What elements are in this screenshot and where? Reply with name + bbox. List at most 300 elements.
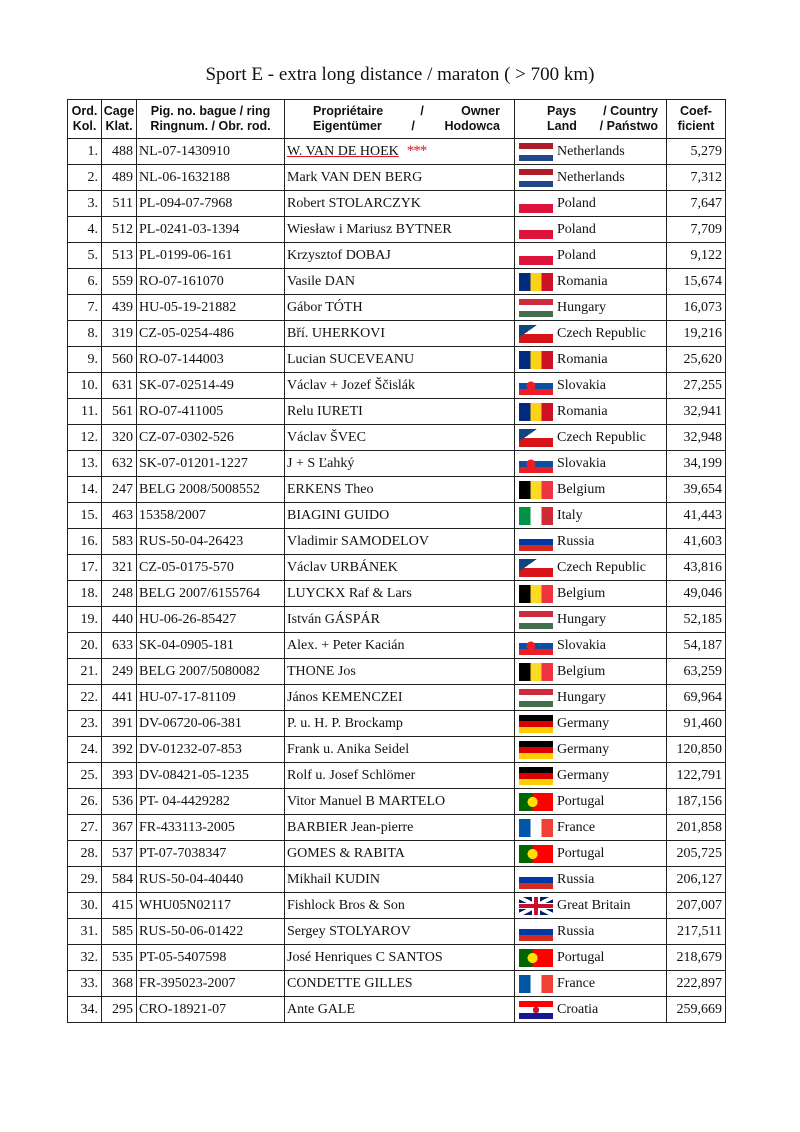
ord-cell: 21. — [68, 659, 102, 685]
owner-cell — [285, 581, 515, 607]
cage-cell: 321 — [102, 555, 137, 581]
coefficient-cell: 34,199 — [667, 451, 726, 477]
cage-cell: 320 — [102, 425, 137, 451]
country-cell — [515, 529, 667, 555]
country-cell — [515, 971, 667, 997]
table-row — [68, 945, 726, 971]
coefficient-cell: 218,679 — [667, 945, 726, 971]
ord-cell: 24. — [68, 737, 102, 763]
portugal-flag-icon — [519, 949, 553, 967]
owner-cell — [285, 503, 515, 529]
owner-name: W. VAN DE HOEK — [287, 144, 399, 159]
header-cage: Cage Klat. — [102, 100, 137, 139]
table-row — [68, 373, 726, 399]
owner-name: Lucian SUCEVEANU — [287, 351, 415, 367]
table-row — [68, 165, 726, 191]
country-cell — [515, 425, 667, 451]
coefficient-cell: 207,007 — [667, 893, 726, 919]
country-name: Romania — [557, 403, 608, 419]
owner-name: Václav + Jozef Ščislák — [287, 377, 416, 393]
country-name: Portugal — [557, 949, 605, 965]
coefficient-cell: 54,187 — [667, 633, 726, 659]
slovakia-flag-icon — [519, 637, 553, 655]
coefficient-cell: 120,850 — [667, 737, 726, 763]
ord-cell: 5. — [68, 243, 102, 269]
country-cell — [515, 373, 667, 399]
ring-cell: RO-07-411005 — [137, 399, 285, 425]
owner-name: Wiesław i Mariusz BYTNER — [287, 221, 452, 237]
owner-name: GOMES & RABITA — [287, 845, 405, 861]
table-row — [68, 269, 726, 295]
cage-cell: 368 — [102, 971, 137, 997]
czech-flag-icon — [519, 325, 553, 343]
owner-cell — [285, 945, 515, 971]
czech-flag-icon — [519, 429, 553, 447]
owner-cell — [285, 399, 515, 425]
owner-cell — [285, 763, 515, 789]
coefficient-cell: 32,948 — [667, 425, 726, 451]
ring-cell: HU-05-19-21882 — [137, 295, 285, 321]
owner-name: Vitor Manuel B MARTELO — [287, 793, 446, 809]
handwritten-asterisks: *** — [406, 143, 427, 159]
owner-cell — [285, 971, 515, 997]
country-cell — [515, 945, 667, 971]
ord-cell: 18. — [68, 581, 102, 607]
country-name: Czech Republic — [557, 559, 647, 575]
ring-cell: PL-0199-06-161 — [137, 243, 285, 269]
country-name: France — [557, 975, 596, 991]
ring-cell: RUS-50-06-01422 — [137, 919, 285, 945]
header-ring: Pig. no. bague / ring Ringnum. / Obr. rod. — [137, 100, 285, 139]
country-name: Portugal — [557, 793, 605, 809]
table-row — [68, 139, 726, 165]
owner-name: THONE Jos — [287, 663, 356, 679]
owner-cell — [285, 451, 515, 477]
ring-cell: RO-07-144003 — [137, 347, 285, 373]
country-cell — [515, 269, 667, 295]
cage-cell: 560 — [102, 347, 137, 373]
country-name: Belgium — [557, 663, 606, 679]
country-name: Czech Republic — [557, 325, 647, 341]
owner-cell — [285, 867, 515, 893]
coefficient-cell: 25,620 — [667, 347, 726, 373]
netherlands-flag-icon — [519, 169, 553, 187]
cage-cell: 489 — [102, 165, 137, 191]
table-row — [68, 295, 726, 321]
owner-name: Sergey STOLYAROV — [287, 923, 411, 939]
ord-cell: 23. — [68, 711, 102, 737]
ord-cell: 11. — [68, 399, 102, 425]
ord-cell: 17. — [68, 555, 102, 581]
cage-cell: 463 — [102, 503, 137, 529]
country-name: Germany — [557, 741, 610, 757]
cage-cell: 248 — [102, 581, 137, 607]
owner-name: J + S Ľahký — [287, 455, 355, 471]
romania-flag-icon — [519, 273, 553, 291]
country-cell — [515, 139, 667, 165]
country-cell — [515, 555, 667, 581]
country-cell — [515, 867, 667, 893]
germany-flag-icon — [519, 741, 553, 759]
ord-cell: 29. — [68, 867, 102, 893]
country-name: Romania — [557, 273, 608, 289]
owner-name: Vasile DAN — [287, 273, 356, 289]
results-table — [67, 99, 726, 1023]
cage-cell: 393 — [102, 763, 137, 789]
france-flag-icon — [519, 819, 553, 837]
netherlands-flag-icon — [519, 143, 553, 161]
owner-cell — [285, 997, 515, 1023]
owner-name: Václav URBÁNEK — [287, 559, 398, 575]
russia-flag-icon — [519, 533, 553, 551]
country-cell — [515, 243, 667, 269]
ord-cell: 34. — [68, 997, 102, 1023]
coefficient-cell: 52,185 — [667, 607, 726, 633]
cage-cell: 585 — [102, 919, 137, 945]
ord-cell: 26. — [68, 789, 102, 815]
cage-cell: 295 — [102, 997, 137, 1023]
coefficient-cell: 9,122 — [667, 243, 726, 269]
ring-cell: NL-07-1430910 — [137, 139, 285, 165]
owner-cell — [285, 919, 515, 945]
ring-cell: HU-06-26-85427 — [137, 607, 285, 633]
ring-cell: FR-395023-2007 — [137, 971, 285, 997]
portugal-flag-icon — [519, 845, 553, 863]
country-name: Poland — [557, 221, 596, 237]
ord-cell: 4. — [68, 217, 102, 243]
cage-cell: 584 — [102, 867, 137, 893]
hungary-flag-icon — [519, 611, 553, 629]
table-row — [68, 659, 726, 685]
table-row — [68, 737, 726, 763]
poland-flag-icon — [519, 195, 553, 213]
coefficient-cell: 39,654 — [667, 477, 726, 503]
cage-cell: 488 — [102, 139, 137, 165]
ord-cell: 32. — [68, 945, 102, 971]
country-cell — [515, 789, 667, 815]
coefficient-cell: 32,941 — [667, 399, 726, 425]
country-name: Russia — [557, 533, 595, 549]
table-row — [68, 217, 726, 243]
owner-cell — [285, 217, 515, 243]
ring-cell: PT-05-5407598 — [137, 945, 285, 971]
cage-cell: 367 — [102, 815, 137, 841]
coefficient-cell: 19,216 — [667, 321, 726, 347]
france-flag-icon — [519, 975, 553, 993]
country-name: Belgium — [557, 585, 606, 601]
owner-cell — [285, 841, 515, 867]
owner-cell — [285, 633, 515, 659]
country-name: Hungary — [557, 299, 606, 315]
ring-cell: RO-07-161070 — [137, 269, 285, 295]
table-row — [68, 555, 726, 581]
ring-cell: HU-07-17-81109 — [137, 685, 285, 711]
cage-cell: 631 — [102, 373, 137, 399]
country-cell — [515, 477, 667, 503]
country-name: Poland — [557, 247, 596, 263]
owner-name: Václav ŠVEC — [287, 429, 366, 445]
country-cell — [515, 685, 667, 711]
owner-name: János KEMENCZEI — [287, 689, 403, 705]
owner-cell — [285, 607, 515, 633]
table-row — [68, 971, 726, 997]
ring-cell: SK-07-01201-1227 — [137, 451, 285, 477]
country-cell — [515, 815, 667, 841]
country-name: Russia — [557, 871, 595, 887]
country-name: France — [557, 819, 596, 835]
ord-cell: 1. — [68, 139, 102, 165]
owner-name: Mark VAN DEN BERG — [287, 169, 423, 185]
country-cell — [515, 893, 667, 919]
ring-cell: PL-094-07-7968 — [137, 191, 285, 217]
table-row — [68, 243, 726, 269]
ring-cell: BELG 2007/5080082 — [137, 659, 285, 685]
ord-cell: 15. — [68, 503, 102, 529]
country-cell — [515, 321, 667, 347]
country-cell — [515, 165, 667, 191]
ring-cell: PT-07-7038347 — [137, 841, 285, 867]
owner-name: Rolf u. Josef Schlömer — [287, 767, 416, 783]
country-name: Netherlands — [557, 143, 625, 159]
country-name: Germany — [557, 767, 610, 783]
owner-cell — [285, 321, 515, 347]
table-row — [68, 789, 726, 815]
country-cell — [515, 607, 667, 633]
page-title: Sport E - extra long distance / maraton ( > 700 km) — [205, 64, 595, 85]
owner-cell — [285, 243, 515, 269]
hungary-flag-icon — [519, 689, 553, 707]
owner-cell — [285, 295, 515, 321]
cage-cell: 632 — [102, 451, 137, 477]
cage-cell: 513 — [102, 243, 137, 269]
slovakia-flag-icon — [519, 377, 553, 395]
ring-cell: SK-07-02514-49 — [137, 373, 285, 399]
cage-cell: 441 — [102, 685, 137, 711]
cage-cell: 247 — [102, 477, 137, 503]
ring-cell: SK-04-0905-181 — [137, 633, 285, 659]
country-cell — [515, 295, 667, 321]
country-name: Germany — [557, 715, 610, 731]
owner-cell — [285, 347, 515, 373]
ord-cell: 13. — [68, 451, 102, 477]
ring-cell: BELG 2008/5008552 — [137, 477, 285, 503]
table-row — [68, 529, 726, 555]
czech-flag-icon — [519, 559, 553, 577]
country-name: Hungary — [557, 611, 606, 627]
coefficient-cell: 187,156 — [667, 789, 726, 815]
country-cell — [515, 997, 667, 1023]
coefficient-cell: 217,511 — [667, 919, 726, 945]
germany-flag-icon — [519, 767, 553, 785]
ord-cell: 10. — [68, 373, 102, 399]
owner-cell — [285, 555, 515, 581]
ord-cell: 28. — [68, 841, 102, 867]
ring-cell: CZ-05-0254-486 — [137, 321, 285, 347]
great-britain-flag-icon — [519, 897, 553, 915]
owner-name: ERKENS Theo — [287, 481, 374, 497]
ord-cell: 22. — [68, 685, 102, 711]
country-cell — [515, 919, 667, 945]
ring-cell: CZ-05-0175-570 — [137, 555, 285, 581]
table-row — [68, 399, 726, 425]
country-name: Russia — [557, 923, 595, 939]
ring-cell: RUS-50-04-40440 — [137, 867, 285, 893]
owner-name: BARBIER Jean-pierre — [287, 819, 414, 835]
table-row — [68, 893, 726, 919]
country-name: Portugal — [557, 845, 605, 861]
header-coefficient: Coef- ficient — [667, 100, 726, 139]
owner-name: BIAGINI GUIDO — [287, 507, 390, 523]
italy-flag-icon — [519, 507, 553, 525]
ord-cell: 30. — [68, 893, 102, 919]
owner-name: Mikhail KUDIN — [287, 871, 380, 887]
country-cell — [515, 503, 667, 529]
header-row — [68, 100, 726, 139]
table-row — [68, 451, 726, 477]
country-name: Poland — [557, 195, 596, 211]
ord-cell: 25. — [68, 763, 102, 789]
table-row — [68, 581, 726, 607]
cage-cell: 511 — [102, 191, 137, 217]
owner-cell — [285, 165, 515, 191]
ring-cell: PL-0241-03-1394 — [137, 217, 285, 243]
country-name: Slovakia — [557, 637, 606, 653]
owner-cell — [285, 815, 515, 841]
header-ord: Ord. Kol. — [68, 100, 102, 139]
table-row — [68, 711, 726, 737]
coefficient-cell: 63,259 — [667, 659, 726, 685]
ring-cell: CRO-18921-07 — [137, 997, 285, 1023]
owner-name: José Henriques C SANTOS — [287, 949, 443, 965]
country-name: Croatia — [557, 1001, 599, 1017]
cage-cell: 439 — [102, 295, 137, 321]
coefficient-cell: 205,725 — [667, 841, 726, 867]
belgium-flag-icon — [519, 481, 553, 499]
romania-flag-icon — [519, 403, 553, 421]
coefficient-cell: 201,858 — [667, 815, 726, 841]
table-row — [68, 815, 726, 841]
cage-cell: 440 — [102, 607, 137, 633]
ring-cell: 15358/2007 — [137, 503, 285, 529]
ord-cell: 7. — [68, 295, 102, 321]
owner-cell — [285, 139, 515, 165]
owner-name: Frank u. Anika Seidel — [287, 741, 410, 757]
table-row — [68, 633, 726, 659]
owner-cell — [285, 191, 515, 217]
table-body — [68, 139, 726, 1023]
owner-name: CONDETTE GILLES — [287, 975, 413, 991]
slovakia-flag-icon — [519, 455, 553, 473]
country-cell — [515, 347, 667, 373]
germany-flag-icon — [519, 715, 553, 733]
owner-name: P. u. H. P. Brockamp — [287, 715, 403, 731]
country-name: Czech Republic — [557, 429, 647, 445]
coefficient-cell: 7,709 — [667, 217, 726, 243]
cage-cell: 633 — [102, 633, 137, 659]
header-owner: Propriétaire / Owner Eigentümer / Hodowca — [285, 100, 515, 139]
coefficient-cell: 69,964 — [667, 685, 726, 711]
owner-name: Alex. + Peter Kacián — [287, 637, 405, 653]
country-cell — [515, 191, 667, 217]
coefficient-cell: 16,073 — [667, 295, 726, 321]
table-row — [68, 867, 726, 893]
coefficient-cell: 49,046 — [667, 581, 726, 607]
cage-cell: 391 — [102, 711, 137, 737]
owner-cell — [285, 425, 515, 451]
table-row — [68, 503, 726, 529]
ring-cell: NL-06-1632188 — [137, 165, 285, 191]
coefficient-cell: 43,816 — [667, 555, 726, 581]
cage-cell: 415 — [102, 893, 137, 919]
owner-cell — [285, 789, 515, 815]
country-cell — [515, 659, 667, 685]
owner-name: Gábor TÓTH — [287, 299, 363, 315]
owner-name: LUYCKX Raf & Lars — [287, 585, 412, 601]
ring-cell: DV-06720-06-381 — [137, 711, 285, 737]
header-country: Pays / Country Land / Państwo — [515, 100, 667, 139]
cage-cell: 249 — [102, 659, 137, 685]
table-row — [68, 321, 726, 347]
country-name: Netherlands — [557, 169, 625, 185]
owner-name: Relu IURETI — [287, 403, 363, 419]
cage-cell: 561 — [102, 399, 137, 425]
country-name: Romania — [557, 351, 608, 367]
ord-cell: 8. — [68, 321, 102, 347]
coefficient-cell: 27,255 — [667, 373, 726, 399]
coefficient-cell: 7,647 — [667, 191, 726, 217]
owner-name: Fishlock Bros & Son — [287, 897, 405, 913]
country-name: Hungary — [557, 689, 606, 705]
table-row — [68, 477, 726, 503]
table-row — [68, 191, 726, 217]
country-cell — [515, 581, 667, 607]
owner-cell — [285, 737, 515, 763]
ord-cell: 33. — [68, 971, 102, 997]
table-row — [68, 607, 726, 633]
country-name: Slovakia — [557, 455, 606, 471]
table-row — [68, 997, 726, 1023]
ring-cell: FR-433113-2005 — [137, 815, 285, 841]
owner-name: Ante GALE — [287, 1001, 356, 1017]
country-name: Slovakia — [557, 377, 606, 393]
country-cell — [515, 841, 667, 867]
ord-cell: 27. — [68, 815, 102, 841]
ring-cell: CZ-07-0302-526 — [137, 425, 285, 451]
coefficient-cell: 41,603 — [667, 529, 726, 555]
coefficient-cell: 206,127 — [667, 867, 726, 893]
table-row — [68, 919, 726, 945]
table-row — [68, 425, 726, 451]
owner-cell — [285, 711, 515, 737]
ord-cell: 16. — [68, 529, 102, 555]
owner-name: Bří. UHERKOVI — [287, 325, 385, 341]
coefficient-cell: 222,897 — [667, 971, 726, 997]
cage-cell: 319 — [102, 321, 137, 347]
cage-cell: 536 — [102, 789, 137, 815]
country-cell — [515, 633, 667, 659]
ord-cell: 9. — [68, 347, 102, 373]
coefficient-cell: 41,443 — [667, 503, 726, 529]
poland-flag-icon — [519, 247, 553, 265]
ring-cell: BELG 2007/6155764 — [137, 581, 285, 607]
ring-cell: RUS-50-04-26423 — [137, 529, 285, 555]
coefficient-cell: 5,279 — [667, 139, 726, 165]
romania-flag-icon — [519, 351, 553, 369]
table-row — [68, 763, 726, 789]
country-name: Belgium — [557, 481, 606, 497]
cage-cell: 559 — [102, 269, 137, 295]
coefficient-cell: 259,669 — [667, 997, 726, 1023]
